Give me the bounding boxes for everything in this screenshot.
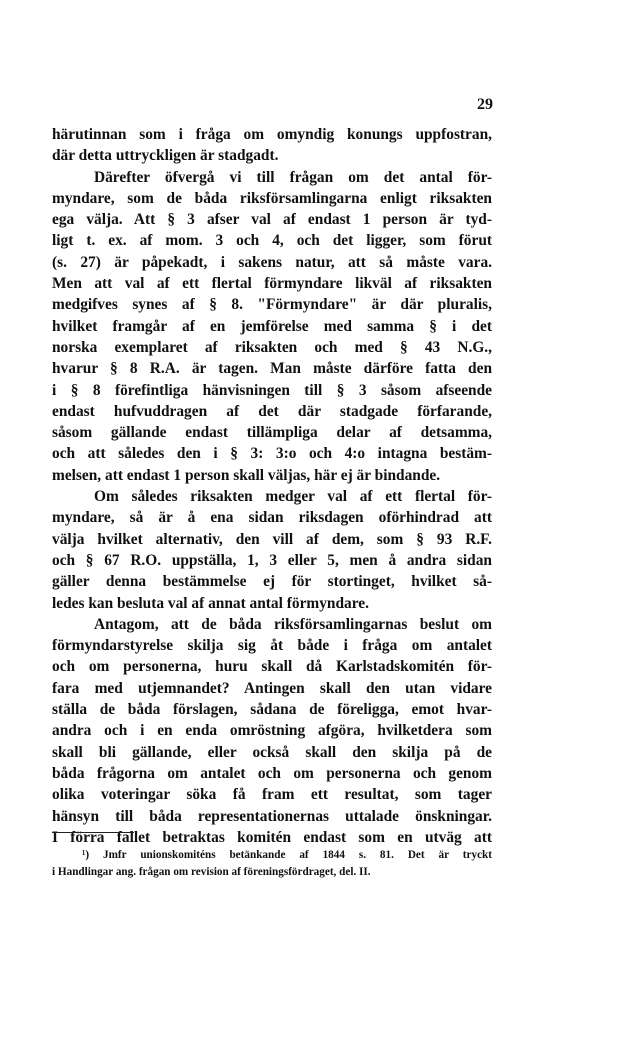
text-line: härutinnan som i fråga om omyndig konungs uppfostran, — [52, 126, 492, 143]
text-line: Men att val af ett flertal förmyndare likväl af riksakten — [52, 275, 492, 293]
text-line: såsom gällande endast tillämpliga delar af detsamma, — [52, 424, 492, 442]
footnote-line: ¹) Jmfr unionskomiténs betänkande af 1844 s. 81. Det är tryckt — [82, 849, 492, 861]
text-line: Därefter öfvergå vi till frågan om det antal för- — [94, 168, 492, 186]
text-line: Om således riksakten medger val af ett flertal för- — [94, 488, 492, 506]
text-line: välja hvilket alternativ, den vill af dem, som § 93 R.F. — [52, 530, 492, 548]
text-line: och att således den i § 3: 3:o och 4:o intagna bestäm- — [52, 445, 492, 463]
body-text — [52, 124, 492, 848]
page-number: 29 — [477, 96, 493, 113]
text-line: där detta uttryckligen är stadgadt. — [52, 147, 279, 165]
text-line: olika voteringar söka få fram ett resultat, som tager — [52, 786, 492, 804]
text-line: norska exemplaret af riksakten och med § 43 N.G., — [52, 338, 492, 356]
text-line: och om personerna, huru skall då Karlstadskomitén för- — [52, 658, 492, 676]
text-line: förmyndarstyrelse skilja sig åt både i fråga om antalet — [52, 637, 492, 655]
footnote-divider — [52, 832, 134, 833]
text-line: I förra fallet betraktas komitén endast som en utväg att — [52, 828, 492, 846]
text-line: myndare, som de båda riksförsamlingarna enligt riksakten — [52, 189, 492, 207]
footnotes — [52, 847, 492, 881]
text-line: ställa de båda förslagen, sådana de föreligga, emot hvar- — [52, 701, 492, 719]
text-line: i § 8 förefintliga hänvisningen till § 3 såsom afseende — [52, 381, 492, 399]
text-line: hänsyn till båda representationernas uttalade önskningar. — [52, 807, 492, 825]
text-line: ledes kan besluta val af annat antal förmyndare. — [52, 594, 369, 612]
text-line: Antagom, att de båda riksförsamlingarnas beslut om — [94, 615, 492, 633]
text-line: gäller denna bestämmelse ej för stortinget, hvilket så- — [52, 573, 492, 591]
text-line: ega välja. Att § 3 afser val af endast 1 person är tyd- — [52, 211, 492, 229]
text-line: andra och i en enda omröstning afgöra, hvilketdera som — [52, 722, 492, 740]
text-line: hvilket framgår af en jemförelse med samma § i det — [52, 317, 492, 335]
text-line: båda frågorna om antalet och om personerna och genom — [52, 764, 492, 782]
text-line: ligt t. ex. af mom. 3 och 4, och det ligger, som förut — [52, 232, 492, 250]
text-line: skall bli gällande, eller också skall den skilja på de — [52, 743, 492, 761]
text-line: endast hufvuddragen af det där stadgade förfarande, — [52, 402, 492, 420]
text-line: myndare, så är å ena sidan riksdagen oförhindrad att — [52, 509, 492, 527]
text-line: hvarur § 8 R.A. är tagen. Man måste därföre fatta den — [52, 360, 492, 378]
footnote-line: i Handlingar ang. frågan om revision af föreningsfördraget, del. II. — [52, 866, 371, 878]
text-line: melsen, att endast 1 person skall väljas, här ej är bindande. — [52, 466, 441, 484]
text-line: och § 67 R.O. uppställa, 1, 3 eller 5, men å andra sidan — [52, 551, 492, 569]
text-line: fara med utjemnandet? Antingen skall den utan vidare — [52, 679, 492, 697]
text-line: medgifves synes af § 8. "Förmyndare" är där pluralis, — [52, 296, 492, 314]
text-line: (s. 27) är påpekadt, i sakens natur, att så måste vara. — [52, 253, 492, 271]
